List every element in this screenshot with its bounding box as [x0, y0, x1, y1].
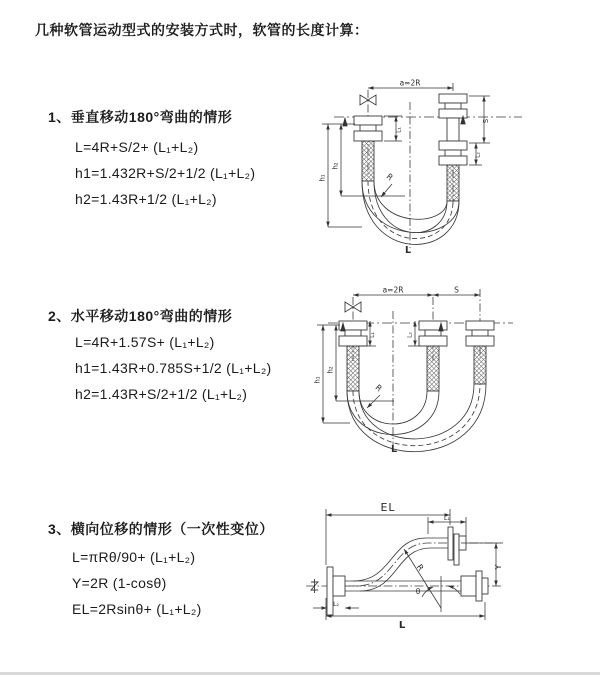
dim-label-r: R [373, 382, 384, 394]
dim-label-l: L [390, 444, 398, 455]
dim-label-s: S [454, 285, 459, 295]
dim-label-h1: h₁ [313, 376, 322, 384]
dim-label-y: Y [494, 564, 503, 570]
dimension-lines [317, 295, 480, 423]
dim-label-l: L [404, 245, 412, 256]
formula-line: h2=1.43R+S/2+1/2 (L₁+L₂) [75, 386, 248, 402]
formula-line: L=πRθ/90+ (L₁+L₂) [72, 549, 196, 565]
diagram-2-horizontal-180-bend [308, 283, 558, 455]
dim-label-h2: h₂ [331, 162, 340, 170]
hose-curves [362, 181, 459, 245]
dim-label-l1: L₁ [395, 127, 403, 133]
diagram-1-vertical-180-bend [308, 76, 558, 256]
formula-line: L=4R+S/2+ (L₁+L₂) [75, 139, 199, 155]
formula-line: h1=1.43R+0.785S+1/2 (L₁+L₂) [75, 360, 272, 376]
dim-label-l2: L₂ [406, 332, 414, 338]
dim-label-l2: L₂ [333, 601, 339, 608]
section-3-heading: 3、横向位移的情形（一次性变位） [48, 521, 274, 537]
dim-label-h1: h₁ [318, 174, 327, 182]
dim-label-theta: θ [415, 587, 421, 596]
dim-label-a2r: a=2R [382, 285, 404, 295]
formula-line: h1=1.432R+S/2+1/2 (L₁+L₂) [75, 165, 256, 181]
dim-label-r: R [414, 562, 426, 573]
formula-line: Y=2R (1-cosθ) [72, 575, 167, 591]
formula-line: h2=1.43R+1/2 (L₁+L₂) [75, 191, 217, 207]
hose-curves [347, 384, 486, 452]
hose-fittings [339, 302, 494, 391]
dim-label-l1: L₁ [369, 332, 376, 338]
dim-label-h2: h₂ [326, 366, 335, 374]
hose-fittings [354, 94, 467, 201]
dim-label-s: S [482, 118, 490, 124]
formula-line: EL=2Rsinθ+ (L₁+L₂) [72, 601, 202, 617]
motion-arrow [343, 118, 347, 126]
dim-label-r: R [384, 171, 395, 183]
dim-label-el: EL [380, 501, 396, 514]
section-1-heading: 1、垂直移动180°弯曲的情形 [48, 109, 233, 125]
dim-label-l2: L₂ [474, 152, 482, 158]
dim-label-l1: L₁ [443, 514, 451, 522]
page-title: 几种软管运动型式的安装方式时，软管的长度计算： [35, 22, 369, 38]
dim-label-a2r: a=2R [399, 78, 421, 88]
section-2-heading: 2、水平移动180°弯曲的情形 [48, 308, 233, 324]
hose-curves [345, 538, 461, 591]
dimension-lines [313, 509, 501, 620]
formula-line: L=4R+1.57S+ (L₁+L₂) [75, 334, 215, 350]
diagram-3-lateral-displacement [298, 490, 598, 660]
dim-label-l: L [398, 620, 406, 631]
